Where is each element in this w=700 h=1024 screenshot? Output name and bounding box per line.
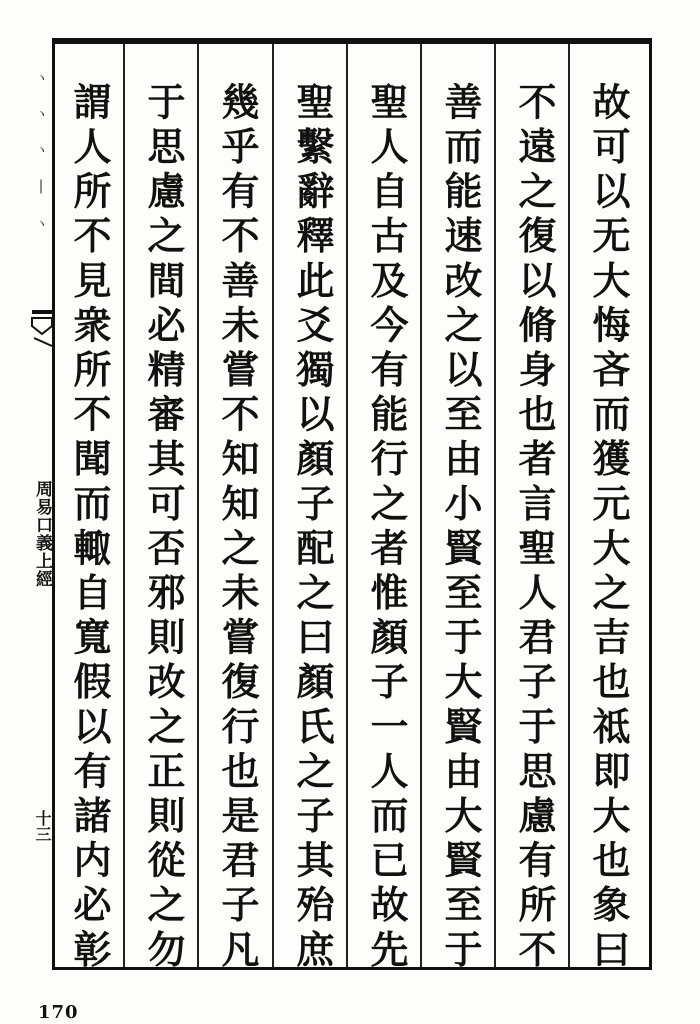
text-column-1 xyxy=(575,82,641,972)
text-column-3 xyxy=(427,82,493,972)
text-column-7 xyxy=(130,82,196,972)
column-divider xyxy=(346,44,348,967)
column-text: 于思慮之間必精審其可否邪則改之正則從之勿 xyxy=(141,82,186,974)
text-column-2 xyxy=(501,82,567,972)
column-text: 故可以无大悔吝而獲元大之吉也祗即大也象曰 xyxy=(586,82,631,974)
fishtail-ornament-icon xyxy=(28,308,54,348)
column-divider xyxy=(568,44,570,967)
page-margin xyxy=(28,40,54,980)
column-text: 不遠之復以脩身也者言聖人君子于思慮有所不 xyxy=(512,82,557,974)
column-divider xyxy=(197,44,199,967)
column-divider xyxy=(494,44,496,967)
text-column-6 xyxy=(204,82,270,972)
column-text: 善而能速改之以至由小賢至于大賢由大賢至于 xyxy=(438,82,483,974)
folio-number: 十三 xyxy=(33,810,52,842)
page-number: 170 xyxy=(38,1002,79,1023)
column-divider xyxy=(272,44,274,967)
column-text: 聖人自古及今有能行之者惟顏子一人而已故先 xyxy=(364,82,409,974)
text-column-8 xyxy=(56,82,122,972)
column-text: 聖繫辭釋此爻獨以顏子配之曰顏氏之子其殆庶 xyxy=(290,82,335,974)
book-title: 周易口義上經 xyxy=(32,480,52,588)
column-divider xyxy=(123,44,125,967)
column-divider xyxy=(420,44,422,967)
column-text: 幾乎有不善未嘗不知知之未嘗復行也是君子凡 xyxy=(215,82,260,974)
text-column-5 xyxy=(279,82,345,972)
margin-edge-marks: ヽヽヽ|ヽ xyxy=(33,70,49,252)
column-text: 謂人所不見衆所不聞而輙自寬假以有諸内必彰 xyxy=(67,82,112,974)
text-column-4 xyxy=(353,82,419,972)
